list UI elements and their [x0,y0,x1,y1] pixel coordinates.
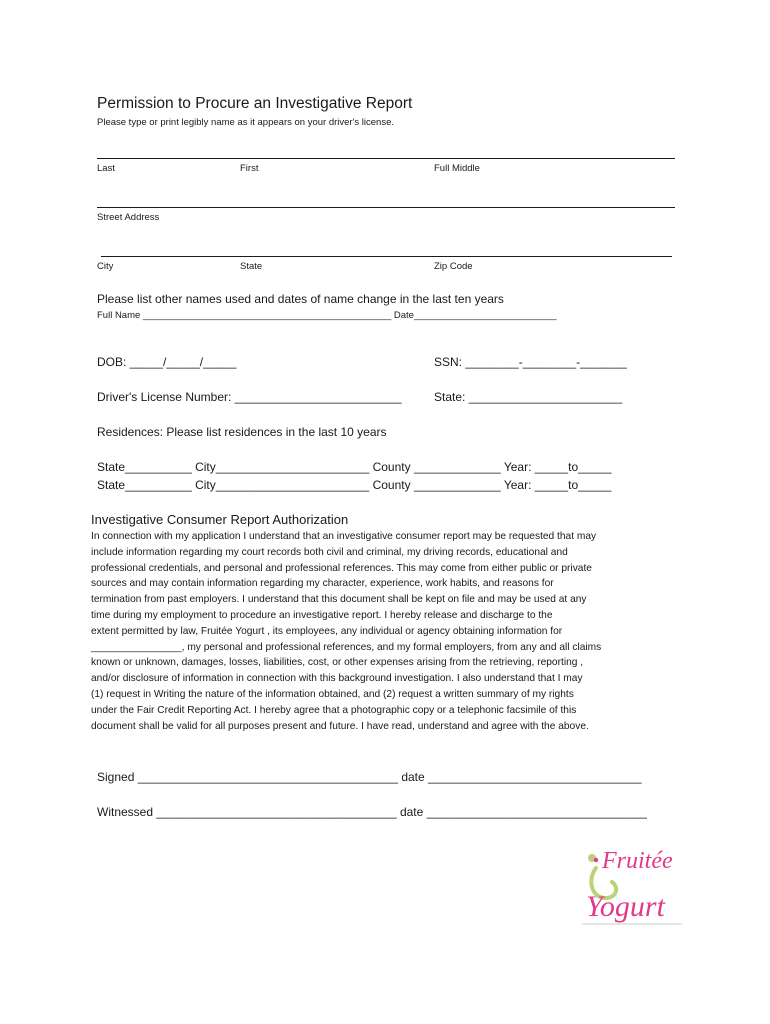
authorization-line: include information regarding my court records both civil and criminal, my driving records, educational and [91,546,568,558]
ssn-field[interactable]: SSN: ________-________-_______ [434,355,627,369]
other-names-heading: Please list other names used and dates of name change in the last ten years [97,292,504,306]
logo-word-1: Fruitée [602,848,673,874]
page-subtitle: Please type or print legibly name as it appears on your driver's license. [97,117,394,128]
drivers-license-field[interactable]: Driver's License Number: _________________________ [97,390,402,404]
residence-row-2[interactable]: State__________ City_______________________ County _____________ Year: _____to_____ [97,478,612,492]
authorization-line: time during my employment to procedure an investigative report. I hereby release and discharge to the [91,609,553,621]
fruitee-yogurt-logo [582,838,682,926]
authorization-line: In connection with my application I understand that an investigative consumer report may be requested that may [91,531,597,542]
page-title: Permission to Procure an Investigative Report [97,95,413,112]
authorization-line: ________________, my personal and professional references, and my formal employers, from any and all claims [91,641,602,653]
street-address-label: Street Address [97,212,160,223]
residences-heading: Residences: Please list residences in the last 10 years [97,425,387,439]
middle-name-label: Full Middle [434,163,480,174]
authorization-line: known or unknown, damages, losses, liabilities, cost, or other expenses arising from the retrieving, reporting , [91,657,584,669]
state-label: State [240,261,263,272]
residence-row-1[interactable]: State__________ City_______________________ County _____________ Year: _____to_____ [97,460,612,474]
first-name-label: First [240,163,259,174]
authorization-line: professional credentials, and personal and professional references. This may come from either public or private [91,562,592,574]
last-name-label: Last [97,163,115,174]
city-state-zip-line[interactable] [101,256,672,257]
authorization-paragraph [91,529,691,734]
authorization-line: (1) request in Writing the nature of the information obtained, and (2) request a written summary of my rights [91,688,574,700]
dob-field[interactable]: DOB: _____/_____/_____ [97,355,237,369]
authorization-heading: Investigative Consumer Report Authorization [91,512,349,527]
authorization-line: termination from past employers. I understand that this document shall be kept on file and may be used at any [91,594,587,606]
name-line[interactable] [97,158,675,159]
signed-field[interactable]: Signed _______________________________________ date ________________________________ [97,770,642,784]
authorization-line: and/or disclosure of information in connection with this background investigation. I also understand that I may [91,673,583,685]
authorization-line: extent permitted by law, Fruitée Yogurt , its employees, any individual or agency obtaining information for [91,625,563,637]
authorization-line: sources and may contain information regarding my character, experience, work habits, and reasons for [91,578,554,590]
authorization-line: under the Fair Credit Reporting Act. I hereby agree that a photographic copy or a telephonic facsimile of this [91,704,577,716]
street-address-line[interactable] [97,207,675,208]
city-label: City [97,261,114,272]
other-names-field[interactable]: Full Name _______________________________________________ Date___________________________ [97,310,557,321]
witnessed-field[interactable]: Witnessed ____________________________________ date _________________________________ [97,805,647,819]
zip-code-label: Zip Code [434,261,473,272]
logo-word-2: Yogurt [586,890,665,923]
license-state-field[interactable]: State: _______________________ [434,390,623,404]
authorization-line: document shall be valid for all purposes present and future. I have read, understand and agree with the above. [91,720,589,732]
logo-graphic [582,838,682,926]
